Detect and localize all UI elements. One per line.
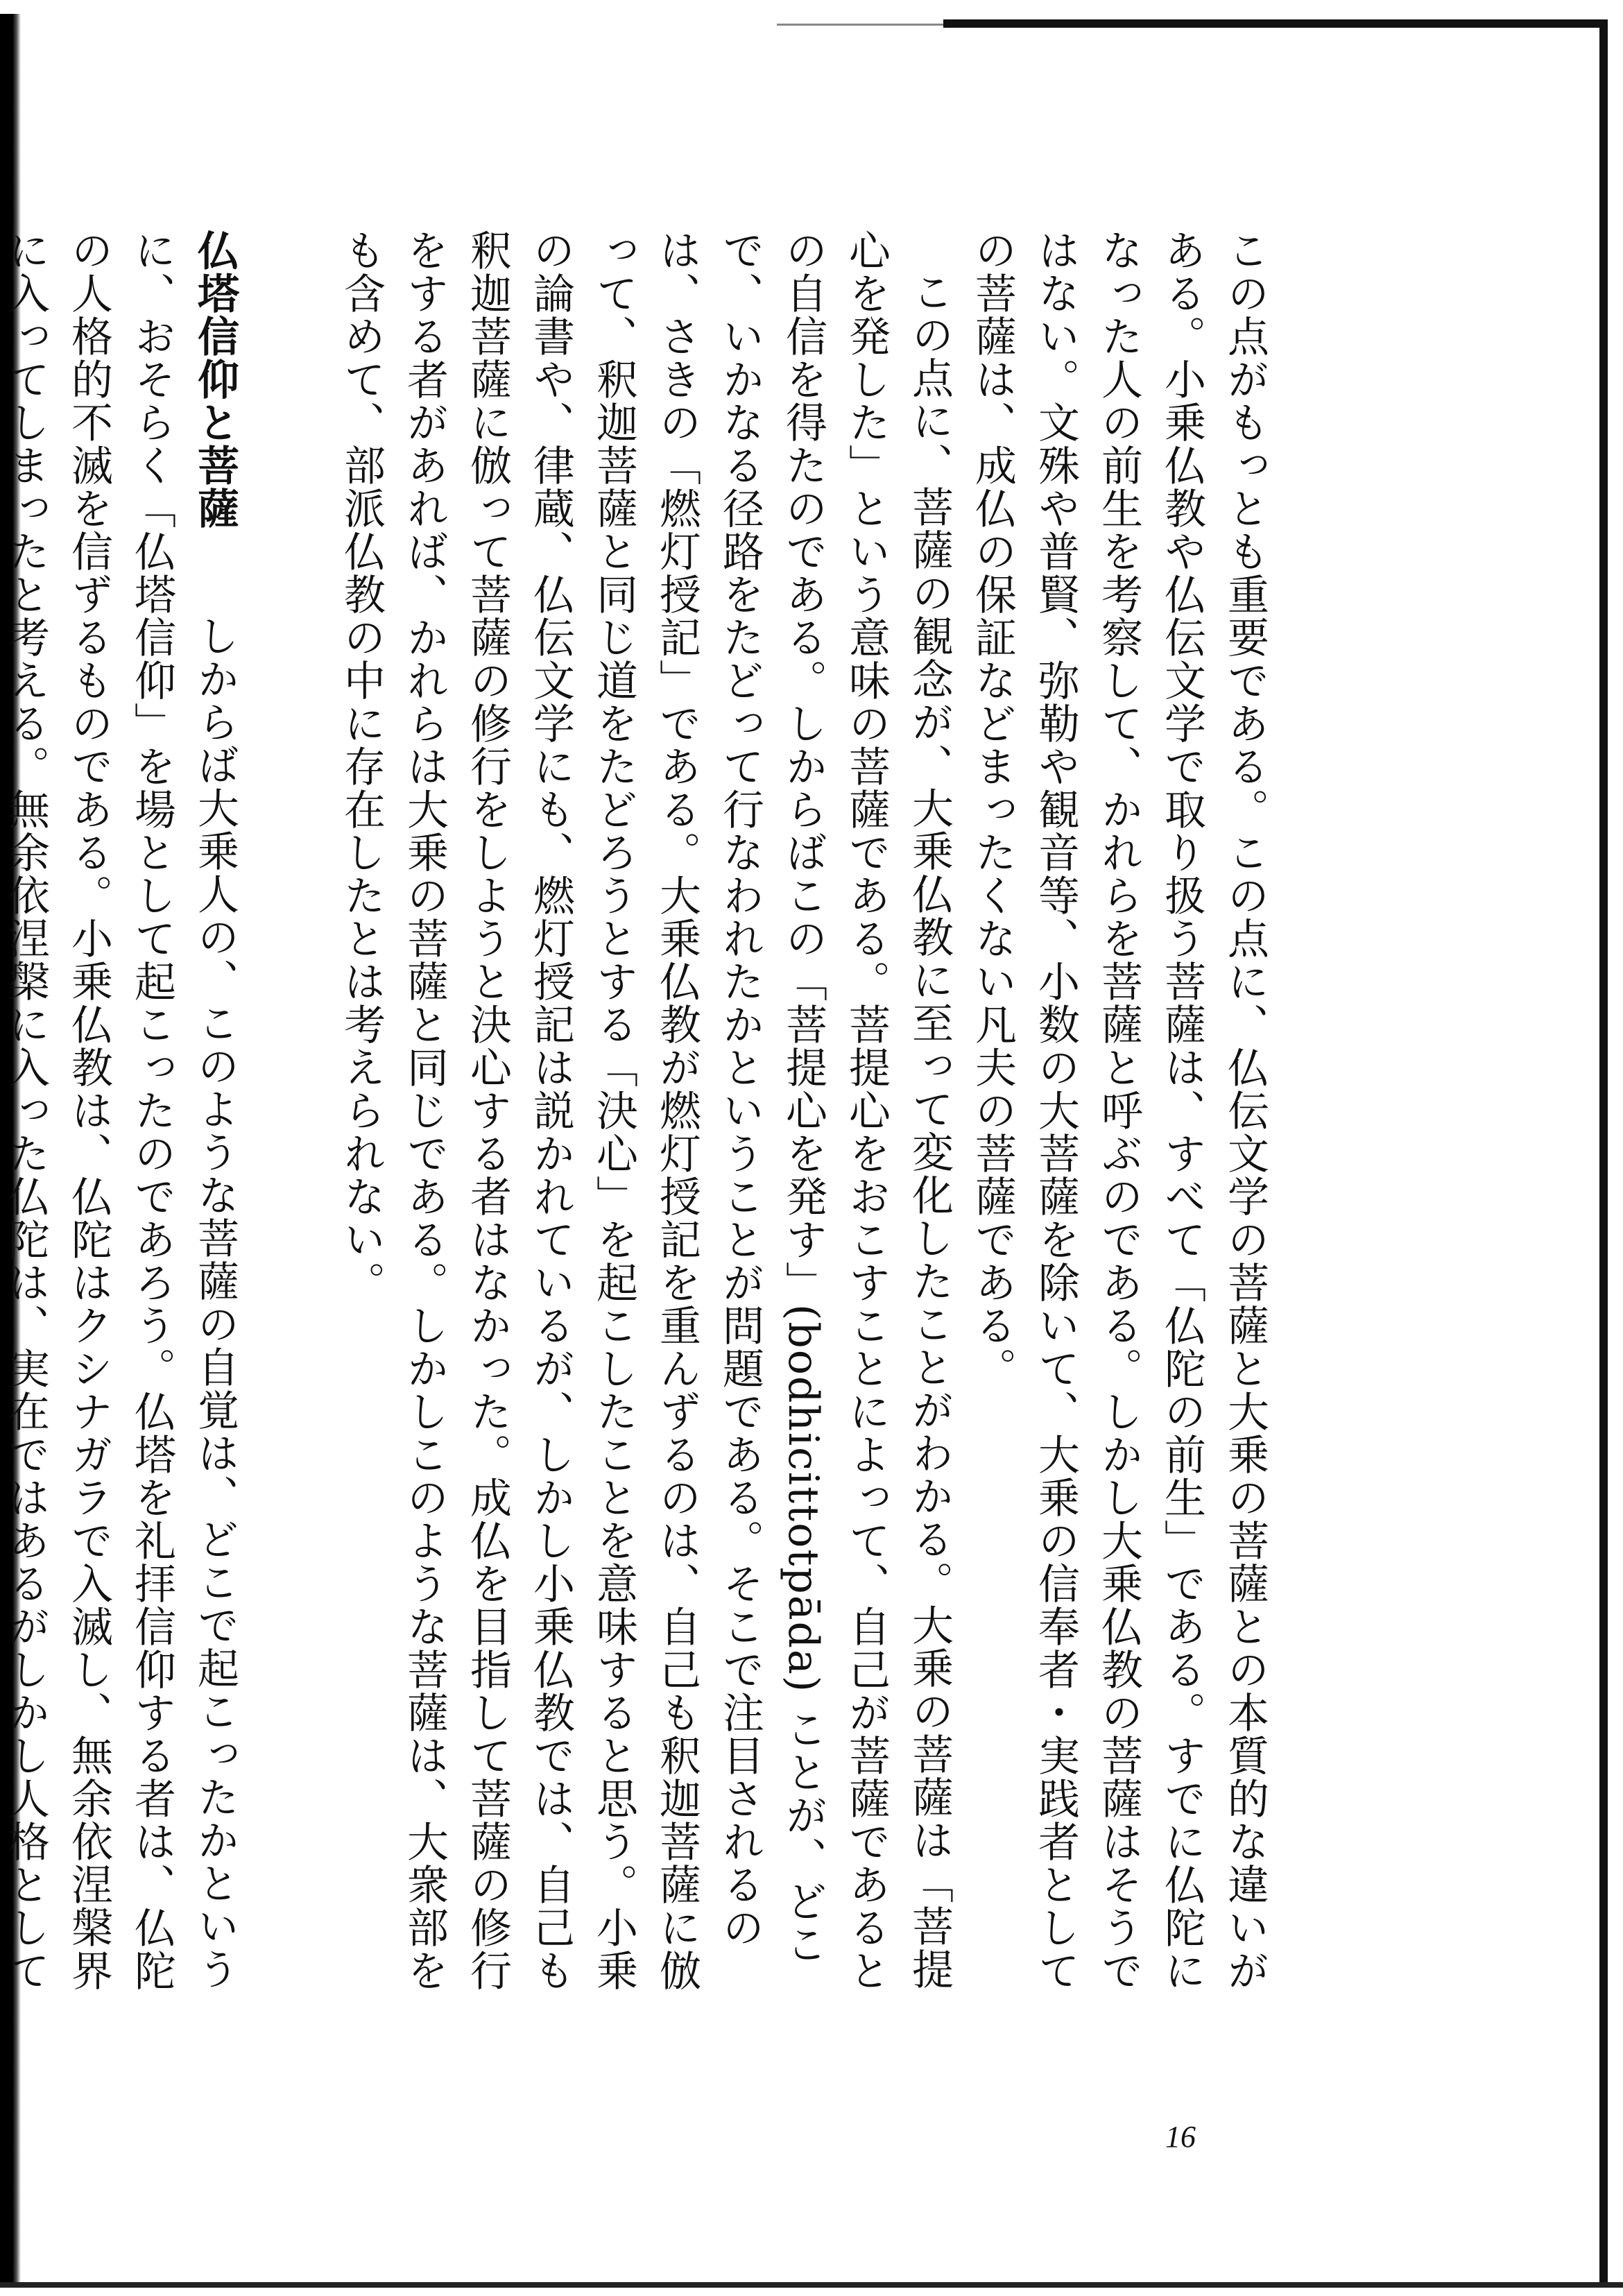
paragraph-2: この点に、菩薩の観念が、大乗仏教に至って変化したことがわかる。大乗の菩薩は「菩提心を発した」という意味の菩薩である。菩提心をおこすことによって、自己が菩薩であるとの自信を得たのである。しからばこの「菩提心を発す」(bodhicittotpāda) ことが、どこで、いかなる径路をたどって行なわれたかということが問題である。そこで注目されるのは、さきの「燃灯授記」である。大乗仏教が燃灯授記を重んずるのは、自己も釈迦菩薩に倣って、釈迦菩薩と同じ道をたどろうとする「決心」を起こしたことを意味すると思う。小乗の論書や、律蔵、仏伝文学にも、燃灯授記は説かれているが、しかし小乗仏教では、自己も釈迦菩薩に倣って菩薩の修行をしようと決心する者はなかった。成仏を目指して菩薩の修行をする者があれば、かれらは大乗の菩薩と同じである。しかしこのような菩薩は、大衆部をも含めて、部派仏教の中に存在したとは考えられない。: [337, 229, 954, 1992]
section-paragraph: [0, 229, 246, 2012]
vertical-text-block: [1, 229, 1276, 2012]
paragraph-1: この点がもっとも重要である。この点に、仏伝文学の菩薩と大乗の菩薩との本質的な違いがある。小乗仏教や仏伝文学で取り扱う菩薩は、すべて「仏陀の前生」である。すでに仏陀になった人の前生を考察して、かれらを菩薩と呼ぶのである。しかし大乗仏教の菩薩はそうではない。文殊や普賢、弥勒や観音等、小数の大菩薩を除いて、大乗の信奉者・実践者としての菩薩は、成仏の保証などまったくない凡夫の菩薩である。: [968, 229, 1269, 1992]
section-body: しからば大乗人の、このような菩薩の自覚は、どこで起こったかというに、おそらく「仏塔信仰」を場として起こったのであろう。仏塔を礼拝信仰する者は、仏陀の人格的不滅を信ずるものである。小乗仏教は、仏陀はクシナガラで入滅し、無余依涅槃界に入ってしまったと考える。無余依涅槃に入った仏陀は、実在ではあるがしかし人格として: [1, 229, 239, 1992]
scan-top-rule: [943, 19, 1602, 28]
scan-right-edge: [1599, 19, 1608, 2288]
scan-top-rule-thin: [777, 24, 957, 26]
section-heading: 仏塔信仰と菩薩: [191, 229, 239, 530]
scan-bottom-edge: [0, 2282, 1623, 2288]
page-number: 16: [1165, 2120, 1196, 2154]
